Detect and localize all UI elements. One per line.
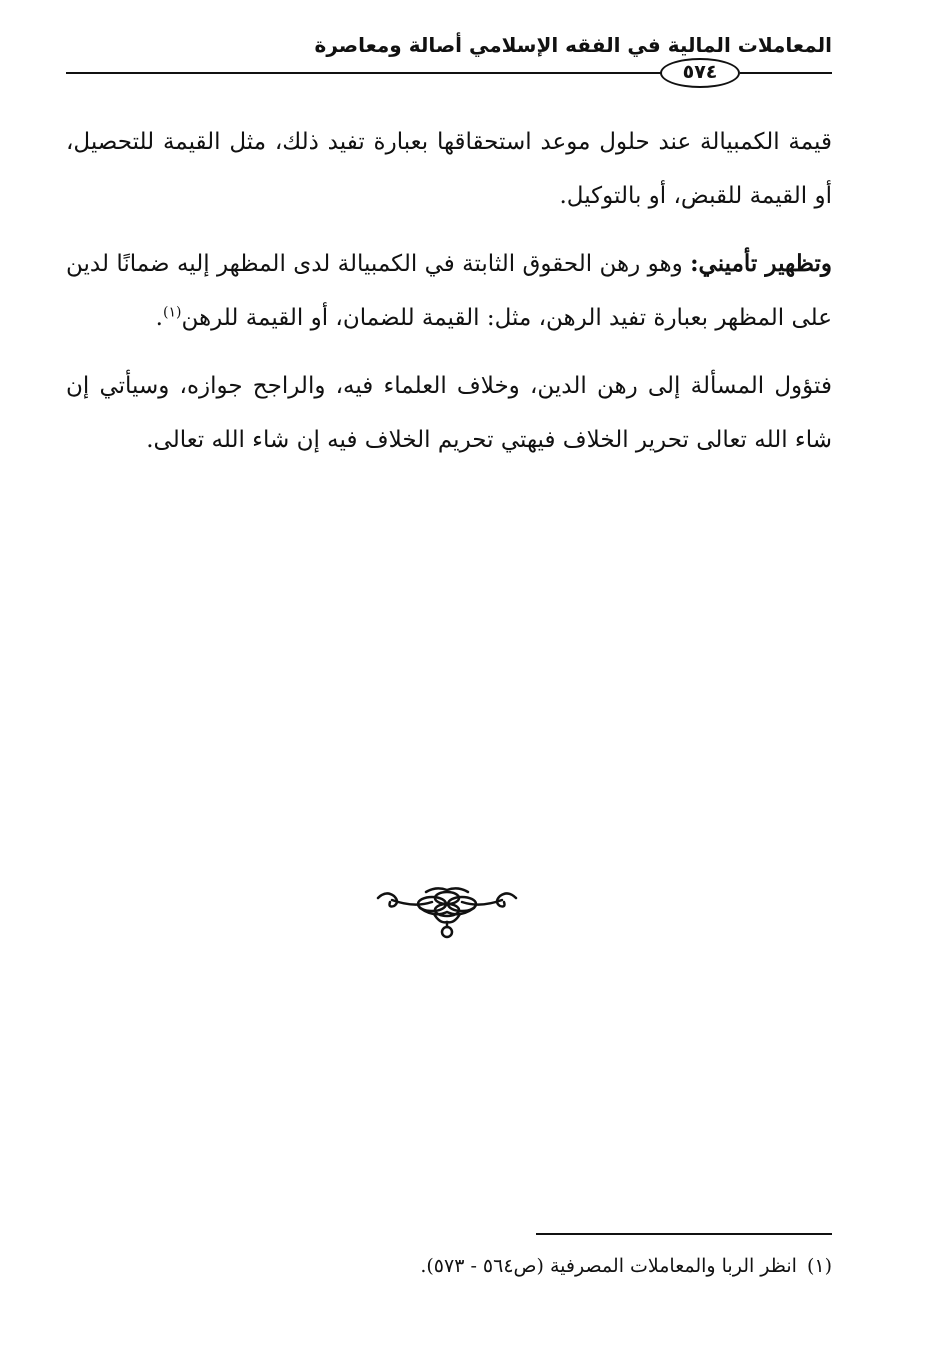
footnote-separator bbox=[536, 1233, 832, 1235]
paragraph-2-lead: وتظهير تأميني: bbox=[690, 250, 832, 277]
footnote-text: انظر الربا والمعاملات المصرفية (ص٥٦٤ - ٥٧٣). bbox=[420, 1255, 797, 1277]
page-number: ٥٧٤ bbox=[660, 58, 740, 88]
header-rule-right bbox=[740, 72, 832, 74]
body-text bbox=[66, 115, 832, 481]
header-rule-left bbox=[66, 72, 662, 74]
footnote-number: (١) bbox=[806, 1255, 832, 1277]
paragraph-2-end: . bbox=[155, 305, 163, 331]
paragraph-2 bbox=[66, 237, 832, 345]
paragraph-3: فتؤول المسألة إلى رهن الدين، وخلاف العلماء فيه، والراجح جوازه، وسيأتي إن شاء الله تعالى تحرير الخلاف فيهتي تحريم الخلاف فيه إن شاء الله تعالى. bbox=[66, 373, 832, 453]
footnote-1 bbox=[300, 1250, 832, 1282]
footnote-reference: (١) bbox=[162, 304, 182, 321]
paragraph-2-text: وهو رهن الحقوق الثابتة في الكمبيالة لدى المظهر إليه ضمانًا لدين على المظهر بعبارة تفيد الرهن، مثل: القيمة للضمان، أو القيمة للرهن bbox=[66, 251, 832, 331]
running-title: المعاملات المالية في الفقه الإسلامي أصالة ومعاصرة bbox=[314, 33, 832, 57]
paragraph-1: قيمة الكمبيالة عند حلول موعد استحقاقها بعبارة تفيد ذلك، مثل القيمة للتحصيل، أو القيمة للقبض، أو بالتوكيل. bbox=[66, 129, 832, 209]
floral-knot-ornament-icon bbox=[374, 878, 520, 940]
